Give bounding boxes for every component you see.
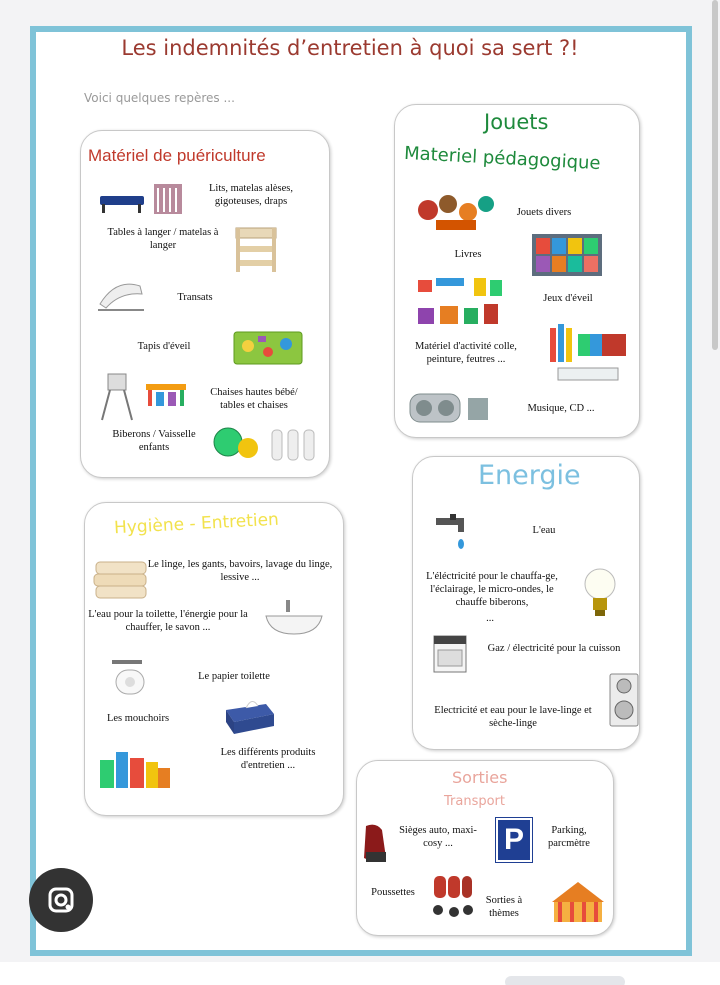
stove-icon <box>432 634 468 674</box>
hygiene-label-toilet-paper: Le papier toilette <box>198 671 270 682</box>
energie-label-ellipsis: ... <box>486 613 494 624</box>
scrollbar[interactable] <box>712 0 718 350</box>
toys-icon <box>412 190 502 236</box>
puericulture-label-playmat: Tapis d'éveil <box>137 341 191 352</box>
jouets-label-toys: Jouets divers <box>516 207 572 218</box>
energie-title: Energie <box>478 460 581 491</box>
jouets-label-music: Musique, CD ... <box>527 403 595 414</box>
books-icon <box>532 234 602 276</box>
radio-cd-icon <box>408 388 492 428</box>
energie-label-gas: Gaz / électricité pour la cuisson <box>487 643 621 654</box>
parking-sign-icon: P <box>496 818 532 862</box>
crib-icon <box>98 182 190 218</box>
puericulture-label-bottles: Biberons / Vaisselle enfants <box>112 429 196 453</box>
art-supplies-icon <box>548 322 632 384</box>
sorties-label-strollers: Poussettes <box>371 887 415 898</box>
faucet-icon <box>432 512 472 552</box>
sorties-label-parking: Parking, parcmètre <box>548 825 590 849</box>
energie-label-water: L'eau <box>532 525 556 536</box>
educational-toys-icon <box>414 274 506 330</box>
jouets-label-early-learning: Jeux d'éveil <box>543 293 593 304</box>
bottles-icon <box>210 420 320 464</box>
sink-icon <box>262 600 326 640</box>
playmat-icon <box>232 326 304 368</box>
puericulture-title: Matériel de puériculture <box>88 146 266 165</box>
hygiene-label-tissues: Les mouchoirs <box>106 713 170 724</box>
jouets-title: Jouets <box>484 110 549 134</box>
toilet-paper-icon <box>110 658 152 698</box>
sorties-label-car-seats: Sièges auto, maxi-cosy ... <box>399 825 477 849</box>
puericulture-label-beds: Lits, matelas alèses, gigoteuses, draps <box>209 183 293 207</box>
hygiene-label-water: L'eau pour la toilette, l'énergie pour la chauffer, le savon ... <box>88 609 248 633</box>
hygiene-label-linen: Le linge, les gants, bavoirs, lavage du linge, lessive ... <box>147 559 333 583</box>
stroller-icon <box>428 872 476 918</box>
energie-label-laundry: Electricité et eau pour le lave-linge et sèche-linge <box>434 705 592 729</box>
light-bulb-icon <box>582 566 618 622</box>
page-title: Les indemnités d’entretien à quoi sa sert ?! <box>121 36 579 60</box>
car-seat-icon <box>360 822 390 866</box>
sorties-title: Sorties <box>452 768 508 787</box>
tissue-box-icon <box>222 694 278 736</box>
camera-lens-icon <box>46 885 76 915</box>
lens-search-button[interactable] <box>29 868 93 932</box>
puericulture-label-changing: Tables à langer / matelas à langer <box>107 227 219 251</box>
jouets-subtitle: Materiel pédagogique <box>403 142 602 175</box>
energie-label-electricity: L'éléctricité pour le chauffa-ge, l'éclairage, le micro-ondes, le chauffe biberons, <box>426 571 558 608</box>
jouets-label-books: Livres <box>454 249 482 260</box>
bouncer-icon <box>96 274 146 314</box>
high-chair-icon <box>98 370 194 422</box>
cleaning-products-icon <box>96 740 172 790</box>
hygiene-title: Hygiène - Entretien <box>113 509 280 539</box>
circus-tent-icon <box>548 880 608 924</box>
transport-title: Transport <box>444 794 506 809</box>
bottom-handle[interactable] <box>505 976 625 985</box>
sorties-label-themed-outings: Sorties à thèmes <box>485 895 523 919</box>
puericulture-label-chairs: Chaises hautes bébé/ tables et chaises <box>210 387 298 411</box>
jouets-label-activity: Matériel d'activité colle, peinture, feutres ... <box>415 341 517 365</box>
hygiene-label-products: Les différents produits d'entretien ... <box>220 747 316 771</box>
puericulture-label-transats: Transats <box>177 292 213 303</box>
towels-icon <box>92 556 150 600</box>
changing-table-icon <box>232 224 280 274</box>
washing-machine-icon <box>608 672 640 728</box>
subtitle: Voici quelques repères ... <box>84 91 235 105</box>
